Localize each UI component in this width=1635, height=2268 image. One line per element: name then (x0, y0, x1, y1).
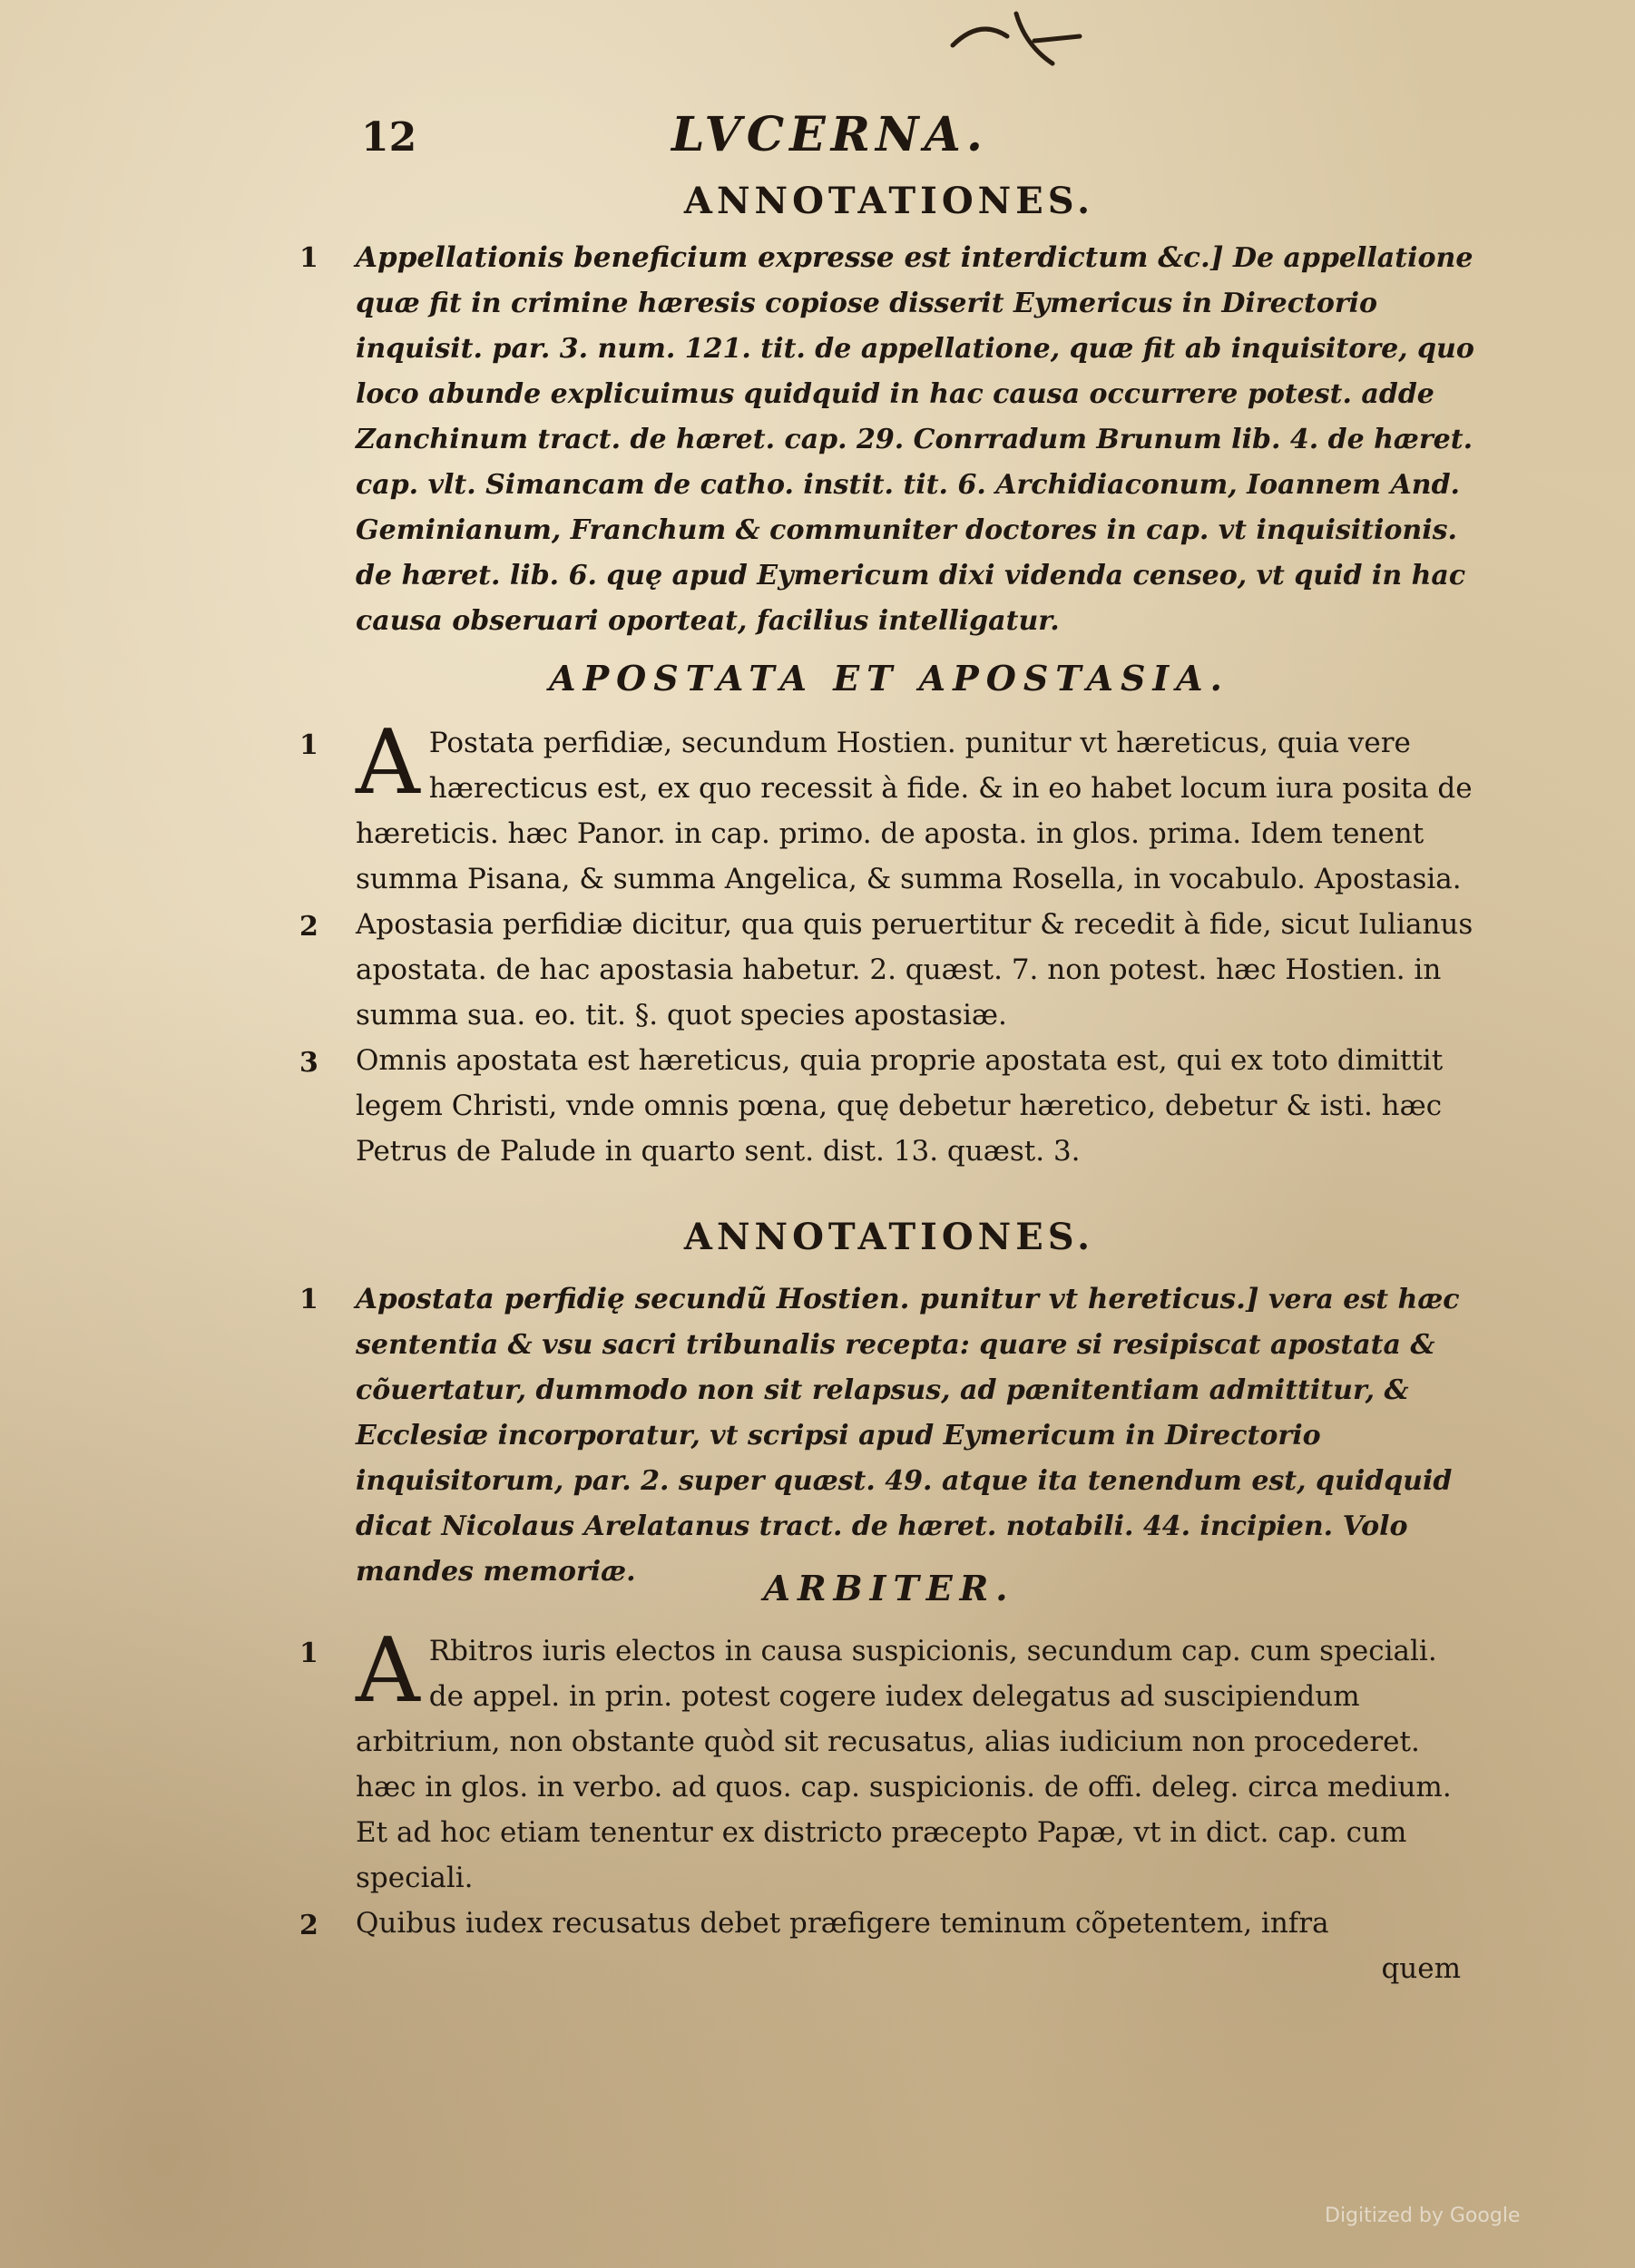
digitization-watermark: Digitized by Google (1325, 2204, 1521, 2227)
entry-text (356, 1619, 1479, 1901)
annotation-entry (299, 235, 1479, 644)
drop-cap: A (356, 711, 420, 815)
entry-body: vera est hæc sententia & vsu sacri tribunalis recepta: quare si resipiscat apostata & cõuertatur, dummodo non sit relapsus, ad pænitentiam admittitur, & Ecclesiæ incorporatur, vt scripsi apud Eymericum in Directorio inquisitorum, par. 2. super quæst. 49. atque ita tenendum est, quidquid dicat Nicolaus Arelatanus tract. de hæret. notabili. 44. incipien. Volo mandes memoriæ. (356, 1284, 1460, 1588)
section-heading: ARBITER. (763, 1568, 1015, 1608)
entry-number: 3 (299, 1047, 318, 1079)
folio-number: 12 (361, 114, 417, 161)
article-entry (299, 902, 1479, 1038)
section-heading: APOSTATA ET APOSTASIA. (549, 658, 1229, 699)
article-entry (299, 1901, 1479, 1946)
entry-number: 1 (299, 1637, 318, 1669)
entry-number: 1 (299, 242, 318, 274)
section-heading: ANNOTATIONES. (683, 1216, 1095, 1258)
entry-text (356, 711, 1479, 902)
entry-number: 1 (299, 1284, 318, 1315)
section-annotationes-1 (299, 180, 1479, 644)
article-entry (299, 711, 1479, 902)
entry-lead: Apostata perfidię secundũ Hostien. punitur vt hereticus.] (356, 1283, 1259, 1315)
entry-number: 2 (299, 911, 318, 943)
entry-body: Rbitros iuris electos in causa suspicionis, secundum cap. cum speciali. de appel. in prin. potest cogere iudex delegatus ad suscipiendum arbitrium, non obstante quòd sit recusatus, alias iudicium non procederet. hæc in glos. in verbo. ad quos. cap. suspicionis. de offi. deleg. circa medium. Et ad hoc etiam tenentur ex districto præcepto Papæ, vt in dict. cap. cum speciali. (356, 1635, 1452, 1894)
ink-mark-icon (944, 9, 1089, 73)
entry-lead: Appellationis beneficium expresse est interdictum &c.] (356, 241, 1224, 274)
section-arbiter (299, 1568, 1479, 1991)
annotation-entry (299, 1276, 1479, 1595)
entry-text (356, 1276, 1479, 1595)
entry-body: De appellatione quæ fit in crimine hæresis copiose disserit Eymericus in Directorio inquisit. par. 3. num. 121. tit. de appellatione, quæ fit ab inquisitore, quo loco abunde explicuimus quidquid in hac causa occurrere potest. adde Zanchinum tract. de hæret. cap. 29. Conrradum Brunum lib. 4. de hæret. cap. vlt. Simancam de catho. instit. tit. 6. Archidiaconum, Ioannem And. Geminianum, Franchum & communiter doctores in cap. vt inquisitionis. de hæret. lib. 6. quę apud Eymericum dixi videnda censeo, vt quid in hac causa obseruari oporteat, facilius intelligatur. (356, 242, 1474, 637)
drop-cap: A (356, 1619, 420, 1723)
running-title: LVCERNA. (671, 107, 988, 162)
entry-text (356, 235, 1479, 644)
section-apostata (299, 658, 1479, 1174)
entry-body: Postata perfidiæ, secundum Hostien. punitur vt hæreticus, quia vere hærecticus est, ex quo recessit à fide. & in eo habet locum iura posita de hæreticis. hæc Panor. in cap. primo. de aposta. in glos. prima. Idem tenent summa Pisana, & summa Angelica, & summa Rosella, in vocabulo. Apostasia. (356, 727, 1473, 895)
entry-text: Omnis apostata est hæreticus, quia proprie apostata est, qui ex toto dimittit legem Christi, vnde omnis pœna, quę debetur hæretico, debetur & isti. hæc Petrus de Palude in quarto sent. dist. 13. quæst. 3. (356, 1044, 1444, 1168)
article-entry (299, 1038, 1479, 1174)
running-head (0, 107, 1635, 171)
section-annotationes-2 (299, 1216, 1479, 1595)
entry-number: 2 (299, 1910, 318, 1941)
article-entry (299, 1619, 1479, 1901)
entry-text: Apostasia perfidiæ dicitur, qua quis peruertitur & recedit à fide, sicut Iulianus apostata. de hac apostasia habetur. 2. quæst. 7. non potest. hæc Hostien. in summa sua. eo. tit. §. quot species apostasiæ. (356, 908, 1473, 1031)
section-heading: ANNOTATIONES. (683, 180, 1095, 222)
entry-number: 1 (299, 729, 318, 761)
catchword: quem (1381, 1952, 1461, 1985)
entry-text: Quibus iudex recusatus debet præfigere teminum cõpetentem, infra (356, 1907, 1329, 1940)
